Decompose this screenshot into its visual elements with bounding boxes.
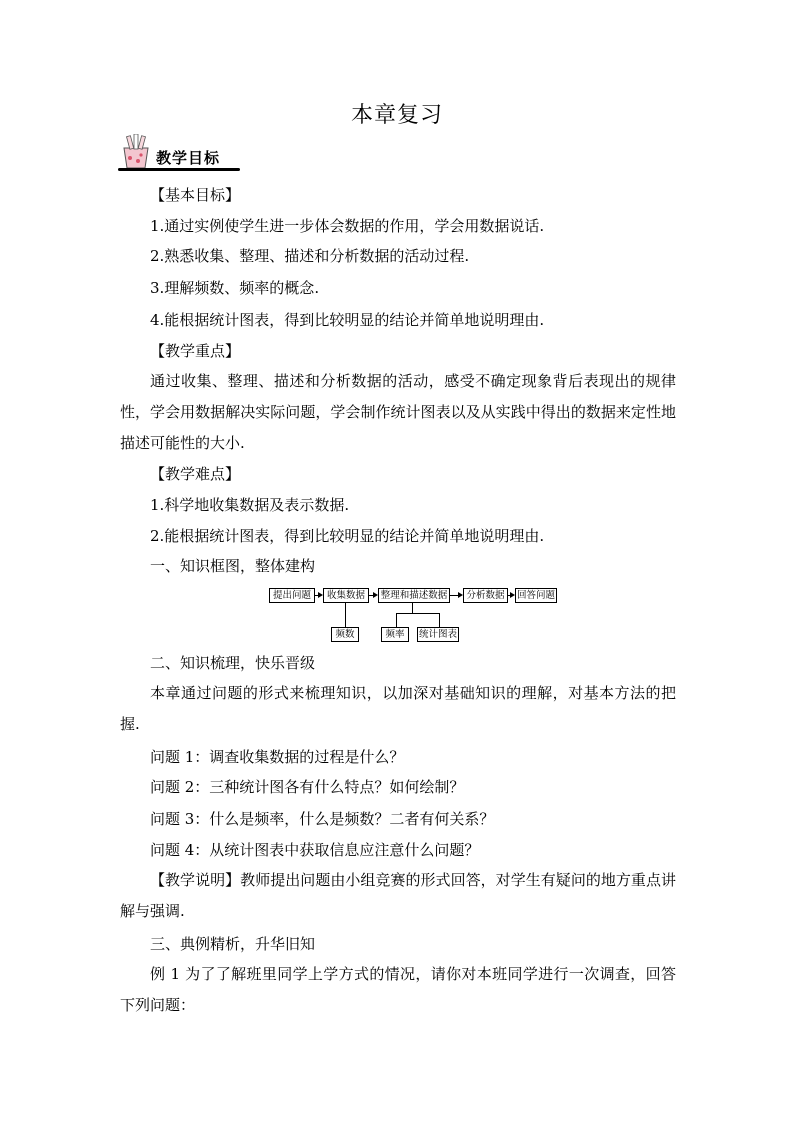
sub-box-statistical-chart: 统计图表: [418, 629, 457, 640]
difficulties-header: 【教学难点】: [150, 465, 241, 483]
section2-heading: 二、知识梳理，快乐晋级: [150, 654, 316, 672]
flow-box-analyze-data: 分析数据: [463, 588, 508, 603]
flow-box-organize-describe: 整理和描述数据: [378, 588, 450, 603]
difficulty-item: 1.科学地收集数据及表示数据.: [150, 496, 350, 514]
basic-goal-item: 2.熟悉收集、整理、描述和分析数据的活动过程.: [150, 247, 470, 265]
flow-box-ask-question: 提出问题: [269, 588, 315, 603]
section3-heading: 三、典例精析，升华旧知: [150, 935, 316, 953]
basic-goal-item: 3.理解频数、频率的概念.: [150, 279, 320, 297]
section1-heading: 一、知识框图，整体建构: [150, 557, 316, 575]
banner-underline: [118, 168, 240, 171]
question-item: 问题 1：调查收集数据的过程是什么？: [150, 748, 405, 766]
basic-goals-header: 【基本目标】: [150, 186, 241, 204]
key-points-header: 【教学重点】: [150, 342, 241, 360]
basic-goal-item: 4.能根据统计图表，得到比较明显的结论并简单地说明理由.: [150, 311, 545, 329]
sub-box-frequency-rate: 频率: [381, 627, 409, 642]
basic-goal-item: 1.通过实例使学生进一步体会数据的作用，学会用数据说话.: [150, 217, 545, 235]
pencil-cup-icon: [118, 134, 158, 170]
key-points-text: 通过收集、整理、描述和分析数据的活动，感受不确定现象背后表现出的规律性，学会用数据解决实际问题，学会制作统计图表以及从实践中得出的数据来定性地描述可能性的大小.: [120, 372, 676, 452]
question-item: 问题 3：什么是频率，什么是频数？二者有何关系？: [150, 810, 495, 828]
example-1-text: 例 1 为了了解班里同学上学方式的情况，请你对本班同学进行一次调查，回答下列问题：: [120, 965, 676, 1014]
sub-box-frequency-count: 频数: [331, 627, 359, 642]
flow-box-collect-data: 收集数据: [323, 588, 369, 603]
teaching-goals-label: 教学目标: [156, 149, 221, 167]
difficulty-item: 2.能根据统计图表，得到比较明显的结论并简单地说明理由.: [150, 527, 545, 545]
section2-intro: 本章通过问题的形式来梳理知识，以加深对基础知识的理解，对基本方法的把握.: [120, 684, 676, 733]
question-item: 问题 4：从统计图表中获取信息应注意什么问题？: [150, 841, 480, 859]
teaching-goals-banner: [118, 138, 248, 176]
question-item: 问题 2：三种统计图各有什么特点？如何绘制？: [150, 778, 465, 796]
flow-box-answer-question: 回答问题: [516, 590, 555, 601]
knowledge-framework-diagram: [269, 586, 559, 646]
page-title: 本章复习: [350, 103, 443, 128]
teaching-note: 【教学说明】教师提出问题由小组竞赛的形式回答，对学生有疑问的地方重点讲解与强调.: [120, 871, 676, 920]
